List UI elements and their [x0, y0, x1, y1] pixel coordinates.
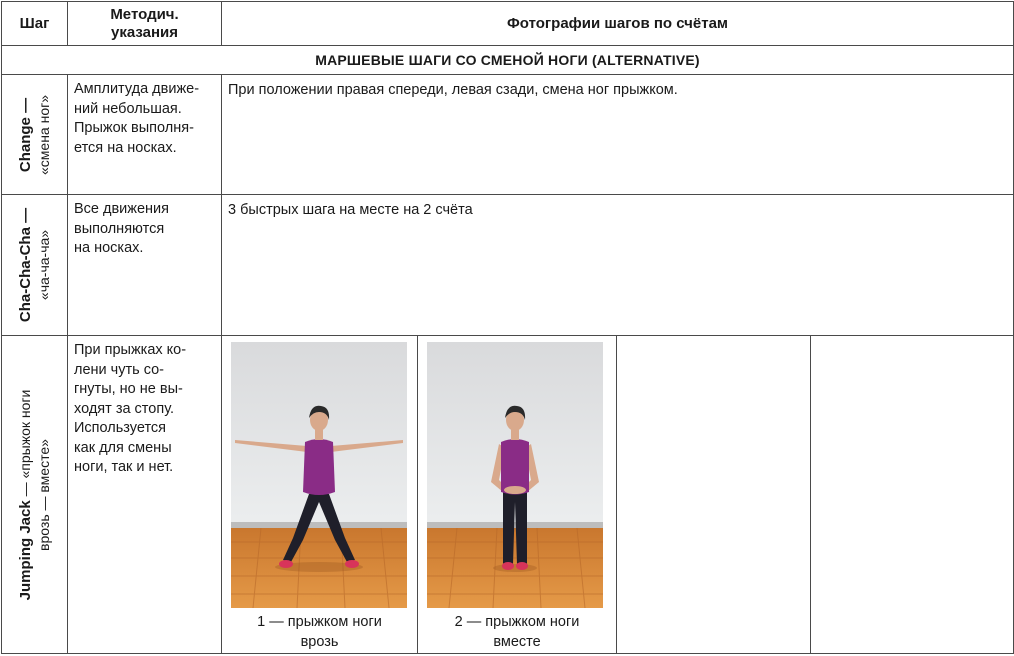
- header-step: Шаг: [2, 2, 68, 46]
- method-line: лени чуть со-: [74, 361, 164, 378]
- step-description: При положении правая спереди, левая сзади, смена ног прыжком.: [222, 75, 1014, 195]
- header-method: [68, 2, 222, 46]
- method-line: гнуты, но не вы-: [74, 381, 183, 397]
- caption-line: врозь: [300, 634, 339, 650]
- caption-line: вместе: [493, 634, 541, 650]
- method-line: Прыжок выполня-: [74, 120, 194, 136]
- photo-legs-apart: [231, 342, 407, 608]
- photo-cell-1: [222, 336, 418, 654]
- caption-line: 2 — прыжком ноги: [454, 614, 580, 630]
- method-note: [68, 195, 222, 336]
- photo-legs-apart-image: [231, 342, 407, 608]
- method-line: При прыжках ко-: [74, 342, 187, 358]
- step-translation: «смена ног»: [35, 94, 52, 175]
- step-name-cell: [2, 336, 68, 654]
- table-row: [2, 75, 1014, 195]
- section-row: [2, 46, 1014, 75]
- empty-photo-cell-4: [811, 336, 1014, 654]
- header-method-line2: указания: [110, 23, 178, 41]
- method-line: Используется: [74, 420, 167, 436]
- step-name-cell: [2, 75, 68, 195]
- step-description: 3 быстрых шага на месте на 2 счёта: [222, 195, 1014, 336]
- table-row: [2, 195, 1014, 336]
- photo-legs-together-image: [427, 342, 603, 608]
- method-line: ноги, так и нет.: [74, 459, 174, 475]
- step-name-vertical: [16, 208, 54, 322]
- header-method-line1: Методич.: [110, 5, 179, 23]
- method-line: Все движения: [74, 201, 170, 217]
- method-line: выполняются: [74, 220, 165, 237]
- method-line: ний небольшая.: [74, 100, 182, 117]
- photo-legs-together: [427, 342, 603, 608]
- steps-table: [1, 1, 1014, 654]
- step-name: Change —: [16, 97, 34, 172]
- method-line: на носках.: [74, 240, 144, 256]
- step-name-vertical: [16, 389, 54, 600]
- photo-caption-2: [418, 612, 616, 652]
- caption-line: 1 — прыжком ноги: [257, 614, 382, 630]
- step-translation: «ча-ча-ча»: [35, 229, 52, 301]
- header-photos: Фотографии шагов по счётам: [222, 2, 1014, 46]
- step-name-cell: [2, 195, 68, 336]
- step-name-vertical: [16, 94, 54, 174]
- method-line: как для смены: [74, 439, 172, 456]
- method-line: ходят за стопу.: [74, 400, 175, 417]
- method-line: ется на носках.: [74, 139, 177, 156]
- table-row: [2, 336, 1014, 654]
- step-name-rest: — «прыжок ноги: [16, 389, 33, 500]
- step-name: Jumping Jack: [16, 499, 34, 600]
- empty-photo-cell-3: [617, 336, 811, 654]
- method-note: [68, 336, 222, 654]
- photo-caption-1: [222, 612, 417, 652]
- photo-cell-2: [418, 336, 617, 654]
- header-row: [2, 2, 1014, 46]
- step-name: Cha-Cha-Cha —: [16, 207, 34, 323]
- method-note: [68, 75, 222, 195]
- step-translation: врозь — вместе»: [35, 438, 52, 551]
- method-line: Амплитуда движе-: [74, 81, 200, 97]
- section-title: МАРШЕВЫЕ ШАГИ СО СМЕНОЙ НОГИ (ALTERNATIVE): [2, 46, 1014, 75]
